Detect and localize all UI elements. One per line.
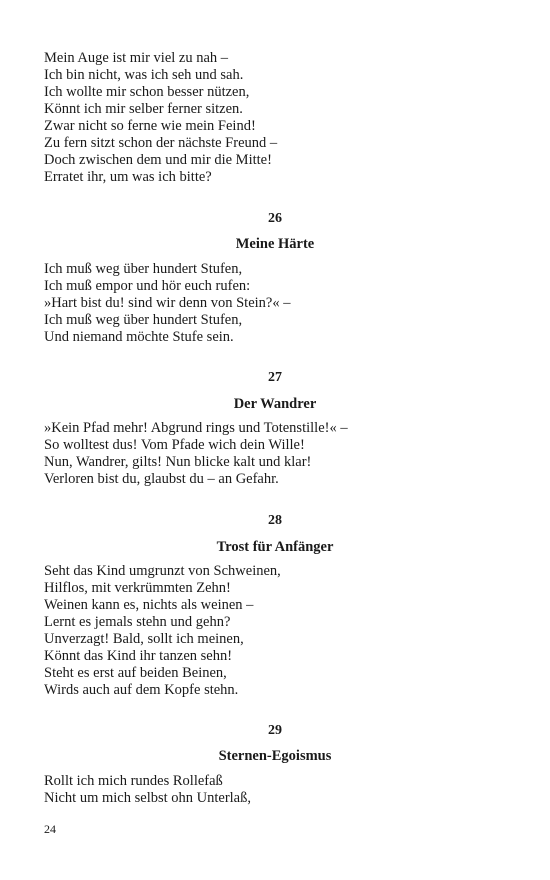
- verse-line: Mein Auge ist mir viel zu nah –: [44, 50, 229, 66]
- poem-number: 28: [268, 513, 282, 528]
- verse-line: Ich muß weg über hundert Stufen,: [44, 261, 243, 277]
- poem-title: Sternen-Egoismus: [218, 748, 332, 764]
- poem-25-stanza: [44, 50, 514, 186]
- verse-line: Unverzagt! Bald, sollt ich meinen,: [44, 631, 244, 647]
- verse-line: Erratet ihr, um was ich bitte?: [44, 169, 212, 185]
- poem-26-stanza: [44, 261, 514, 346]
- verse-line: Zu fern sitzt schon der nächste Freund –: [44, 135, 278, 151]
- verse-line: So wolltest dus! Vom Pfade wich dein Wille!: [44, 437, 305, 453]
- verse-line: Nun, Wandrer, gilts! Nun blicke kalt und klar!: [44, 454, 312, 470]
- verse-line: Ich wollte mir schon besser nützen,: [44, 84, 250, 100]
- poem-title: Meine Härte: [235, 236, 315, 252]
- poem-29-stanza: [44, 773, 514, 807]
- verse-line: Zwar nicht so ferne wie mein Feind!: [44, 118, 256, 134]
- poem-28-stanza: [44, 563, 514, 699]
- poem-27-stanza: [44, 420, 514, 488]
- verse-line: Weinen kann es, nichts als weinen –: [44, 597, 254, 613]
- verse-line: Ich bin nicht, was ich seh und sah.: [44, 67, 244, 83]
- poem-number: 26: [268, 211, 282, 226]
- poem-title: Trost für Anfänger: [216, 539, 334, 555]
- poem-number: 27: [268, 370, 282, 385]
- verse-line: Lernt es jemals stehn und gehn?: [44, 614, 231, 630]
- verse-line: »Kein Pfad mehr! Abgrund rings und Totenstille!« –: [44, 420, 348, 436]
- verse-line: »Hart bist du! sind wir denn von Stein?« –: [44, 295, 291, 311]
- verse-line: Könnt das Kind ihr tanzen sehn!: [44, 648, 233, 664]
- verse-line: Hilflos, mit verkrümmten Zehn!: [44, 580, 231, 596]
- verse-line: Verloren bist du, glaubst du – an Gefahr.: [44, 471, 279, 487]
- verse-line: Ich muß weg über hundert Stufen,: [44, 312, 243, 328]
- verse-line: Ich muß empor und hör euch rufen:: [44, 278, 251, 294]
- verse-line: Rollt ich mich rundes Rollefaß: [44, 773, 223, 789]
- verse-line: Und niemand möchte Stufe sein.: [44, 329, 234, 345]
- verse-line: Könnt ich mir selber ferner sitzen.: [44, 101, 243, 117]
- verse-line: Steht es erst auf beiden Beinen,: [44, 665, 227, 681]
- verse-line: Seht das Kind umgrunzt von Schweinen,: [44, 563, 281, 579]
- verse-line: Doch zwischen dem und mir die Mitte!: [44, 152, 272, 168]
- poem-title: Der Wandrer: [233, 396, 317, 412]
- verse-line: Wirds auch auf dem Kopfe stehn.: [44, 682, 239, 698]
- page-number: 24: [44, 822, 56, 836]
- verse-line: Nicht um mich selbst ohn Unterlaß,: [44, 790, 251, 806]
- poem-number: 29: [268, 723, 282, 738]
